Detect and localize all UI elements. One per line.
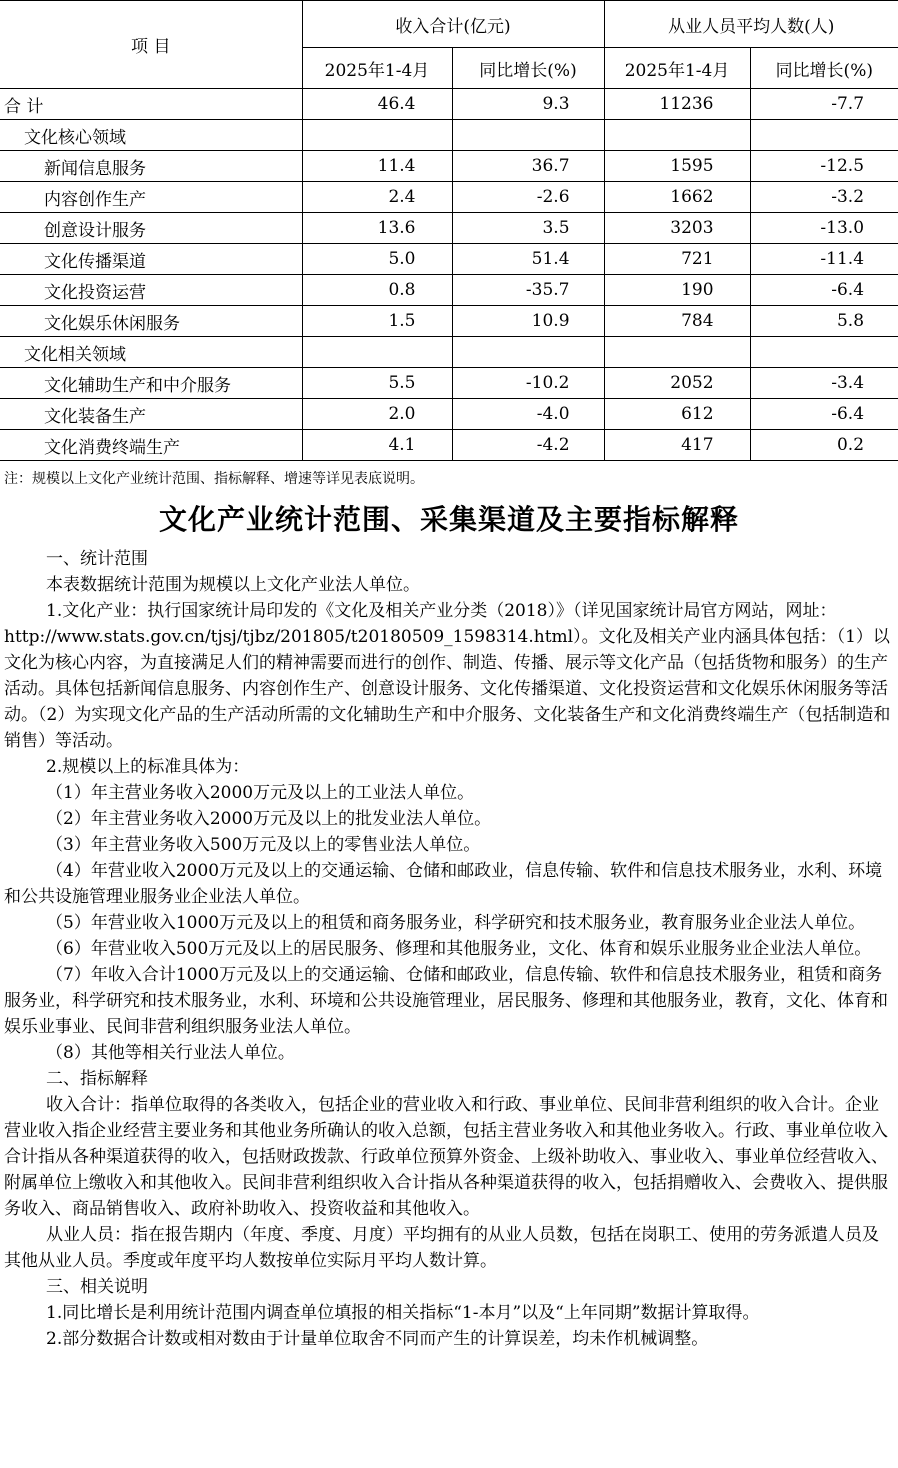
cell-staff-growth: -6.4 bbox=[750, 275, 898, 306]
paragraph: （8）其他等相关行业法人单位。 bbox=[46, 1043, 295, 1063]
paragraph: 2.部分数据合计数或相对数由于计量单位取舍不同而产生的计算误差，均未作机械调整。 bbox=[46, 1329, 709, 1349]
paragraph: 从业人员：指在报告期内（年度、季度、月度）平均拥有的从业人员数，包括在岗职工、使用的劳务派遣人员及其他从业人员。季度或年度平均人数按单位实际月平均人数计算。 bbox=[4, 1225, 879, 1271]
paragraph: （2）年主营业务收入2000万元及以上的批发业法人单位。 bbox=[46, 809, 492, 829]
section-heading: 一、统计范围 bbox=[46, 549, 148, 569]
header-staff-group: 从业人员平均人数(人) bbox=[604, 1, 898, 48]
cell-staff: 11236 bbox=[604, 89, 750, 120]
section-heading: 三、相关说明 bbox=[46, 1277, 148, 1297]
table-row bbox=[0, 368, 898, 399]
table-row bbox=[0, 399, 898, 430]
header-period-revenue: 2025年1-4月 bbox=[302, 48, 452, 89]
paragraph: 2.规模以上的标准具体为： bbox=[46, 757, 250, 777]
cell-staff-growth: 0.2 bbox=[750, 430, 898, 461]
table-row bbox=[0, 244, 898, 275]
row-label: 文化投资运营 bbox=[0, 275, 302, 306]
paragraph: （4）年营业收入2000万元及以上的交通运输、仓储和邮政业，信息传输、软件和信息技术服务业，水利、环境和公共设施管理业服务业企业法人单位。 bbox=[4, 861, 883, 907]
cell-staff-growth: -6.4 bbox=[750, 399, 898, 430]
cell-revenue-growth: 36.7 bbox=[452, 151, 604, 182]
cell-staff: 1595 bbox=[604, 151, 750, 182]
cell-revenue: 46.4 bbox=[302, 89, 452, 120]
header-period-staff: 2025年1-4月 bbox=[604, 48, 750, 89]
table-row bbox=[0, 430, 898, 461]
table-row bbox=[0, 275, 898, 306]
cell-staff: 190 bbox=[604, 275, 750, 306]
paragraph: 本表数据统计范围为规模以上文化产业法人单位。 bbox=[46, 575, 420, 595]
document-title: 文化产业统计范围、采集渠道及主要指标解释 bbox=[158, 503, 739, 536]
table-note: 注：规模以上文化产业统计范围、指标解释、增速等详见表底说明。 bbox=[4, 471, 424, 487]
row-label: 合 计 bbox=[0, 89, 302, 120]
cell-revenue-growth: -10.2 bbox=[452, 368, 604, 399]
row-label: 文化娱乐休闲服务 bbox=[0, 306, 302, 337]
table-row bbox=[0, 213, 898, 244]
row-label: 文化传播渠道 bbox=[0, 244, 302, 275]
paragraph: （3）年主营业务收入500万元及以上的零售业法人单位。 bbox=[46, 835, 481, 855]
header-item: 项 目 bbox=[0, 1, 302, 89]
paragraph: 1.同比增长是利用统计范围内调查单位填报的相关指标“1-本月”以及“上年同期”数据计算取得。 bbox=[46, 1303, 760, 1323]
cell-staff-growth: -3.2 bbox=[750, 182, 898, 213]
row-label: 内容创作生产 bbox=[0, 182, 302, 213]
cell-staff: 417 bbox=[604, 430, 750, 461]
cell-revenue-growth: -35.7 bbox=[452, 275, 604, 306]
cell-revenue-growth: -4.2 bbox=[452, 430, 604, 461]
paragraph: 1.文化产业：执行国家统计局印发的《文化及相关产业分类（2018）》（详见国家统计局官方网站，网址：http://www.stats.gov.cn/tjsj/tjbz/201805/t20180509_1598314.html）。文化及相关产业内涵具体包括：（1）以文化为核心内容，为直接满足人们的精神需要而进行的创作、制造、传播、展示等文化产品（包括货物和服务）的生产活动。具体包括新闻信息服务、内容创作生产、创意设计服务、文化传播渠道、文化投资运营和文化娱乐休闲服务等活动。（2）为实现文化产品的生产活动所需的文化辅助生产和中介服务、文化装备生产和文化消费终端生产（包括制造和销售）等活动。 bbox=[4, 601, 891, 751]
table-row bbox=[0, 151, 898, 182]
cell-staff-growth: 5.8 bbox=[750, 306, 898, 337]
cell-revenue: 5.0 bbox=[302, 244, 452, 275]
group-label-core: 文化核心领域 bbox=[0, 120, 302, 151]
cell-revenue: 4.1 bbox=[302, 430, 452, 461]
table-header-row bbox=[0, 1, 898, 48]
document-body bbox=[4, 546, 894, 1352]
header-revenue-group: 收入合计(亿元) bbox=[302, 1, 604, 48]
cell-revenue: 2.0 bbox=[302, 399, 452, 430]
cell-revenue-growth: -4.0 bbox=[452, 399, 604, 430]
row-label: 新闻信息服务 bbox=[0, 151, 302, 182]
paragraph: （5）年营业收入1000万元及以上的租赁和商务服务业，科学研究和技术服务业，教育服务业企业法人单位。 bbox=[46, 913, 866, 933]
cell-staff: 2052 bbox=[604, 368, 750, 399]
table-row bbox=[0, 182, 898, 213]
cell-revenue-growth: 3.5 bbox=[452, 213, 604, 244]
cell-revenue: 13.6 bbox=[302, 213, 452, 244]
paragraph: （7）年收入合计1000万元及以上的交通运输、仓储和邮政业，信息传输、软件和信息技术服务业，租赁和商务服务业，科学研究和技术服务业，水利、环境和公共设施管理业，居民服务、修理和其他服务业，教育，文化、体育和娱乐业事业、民间非营利组织服务业法人单位。 bbox=[4, 965, 888, 1037]
table-row-group bbox=[0, 120, 898, 151]
table-row bbox=[0, 306, 898, 337]
cell-staff-growth: -3.4 bbox=[750, 368, 898, 399]
cell-revenue: 5.5 bbox=[302, 368, 452, 399]
paragraph: 收入合计：指单位取得的各类收入，包括企业的营业收入和行政、事业单位、民间非营利组织的收入合计。企业营业收入指企业经营主要业务和其他业务所确认的收入总额，包括主营业务收入和其他业务收入。行政、事业单位收入合计指从各种渠道获得的收入，包括财政拨款、行政单位预算外资金、上级补助收入、事业收入、事业单位经营收入、附属单位上缴收入和其他收入。民间非营利组织收入合计指从各种渠道获得的收入，包括捐赠收入、会费收入、提供服务收入、商品销售收入、政府补助收入、投资收益和其他收入。 bbox=[4, 1095, 888, 1219]
table-row-group bbox=[0, 337, 898, 368]
cell-revenue-growth: 51.4 bbox=[452, 244, 604, 275]
cell-staff: 784 bbox=[604, 306, 750, 337]
cell-revenue-growth: 9.3 bbox=[452, 89, 604, 120]
cell-revenue: 11.4 bbox=[302, 151, 452, 182]
cell-revenue-growth: -2.6 bbox=[452, 182, 604, 213]
cell-staff: 612 bbox=[604, 399, 750, 430]
paragraph: （1）年主营业务收入2000万元及以上的工业法人单位。 bbox=[46, 783, 475, 803]
cell-staff-growth: -12.5 bbox=[750, 151, 898, 182]
paragraph: （6）年营业收入500万元及以上的居民服务、修理和其他服务业，文化、体育和娱乐业服务业企业法人单位。 bbox=[46, 939, 872, 959]
cell-staff-growth: -11.4 bbox=[750, 244, 898, 275]
group-label-related: 文化相关领域 bbox=[0, 337, 302, 368]
cell-staff: 3203 bbox=[604, 213, 750, 244]
section-heading: 二、指标解释 bbox=[46, 1069, 148, 1089]
cell-revenue: 1.5 bbox=[302, 306, 452, 337]
cell-revenue: 0.8 bbox=[302, 275, 452, 306]
row-label: 创意设计服务 bbox=[0, 213, 302, 244]
cell-staff: 1662 bbox=[604, 182, 750, 213]
cell-staff-growth: -13.0 bbox=[750, 213, 898, 244]
cell-revenue: 2.4 bbox=[302, 182, 452, 213]
table-row-total bbox=[0, 89, 898, 120]
cell-staff-growth: -7.7 bbox=[750, 89, 898, 120]
header-growth-staff: 同比增长(%) bbox=[750, 48, 898, 89]
statistics-table bbox=[0, 0, 898, 461]
row-label: 文化辅助生产和中介服务 bbox=[0, 368, 302, 399]
cell-revenue-growth: 10.9 bbox=[452, 306, 604, 337]
header-growth-revenue: 同比增长(%) bbox=[452, 48, 604, 89]
row-label: 文化装备生产 bbox=[0, 399, 302, 430]
cell-staff: 721 bbox=[604, 244, 750, 275]
row-label: 文化消费终端生产 bbox=[0, 430, 302, 461]
